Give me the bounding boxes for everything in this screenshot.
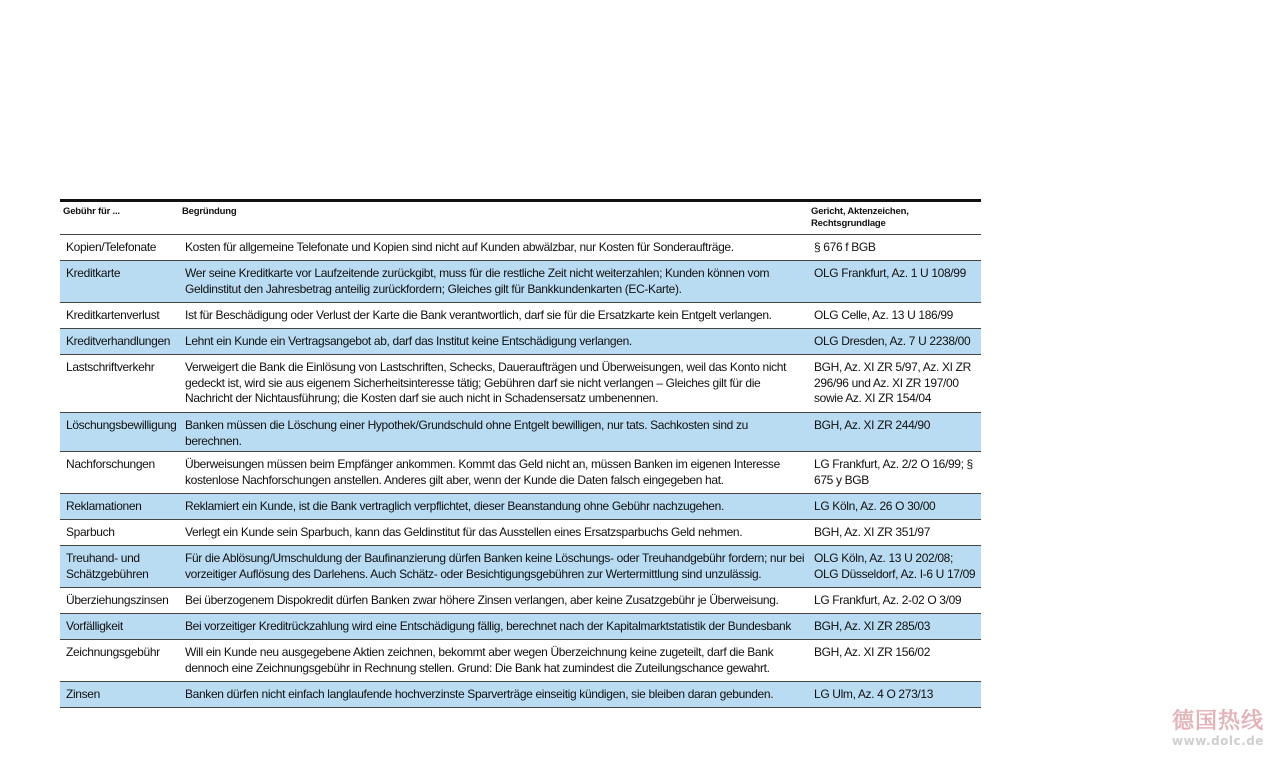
reason-cell: Verweigert die Bank die Einlösung von Lastschriften, Schecks, Daueraufträgen und Überweisungen, weil das Konto nicht gedeckt ist, wird sie aus eigenem Sicherheitsinteresse tätig; Gebühren darf sie nicht verlangen – Gleiches gilt für die Nachricht der Nichtausführung; die Kosten darf sie auch nicht in Schadensersatz umbenennen. bbox=[179, 355, 808, 413]
fee-cell: Lastschriftverkehr bbox=[60, 355, 179, 413]
fee-cell: Vorfälligkeit bbox=[60, 614, 179, 640]
reason-cell: Lehnt ein Kunde ein Vertragsangebot ab, darf das Institut keine Entschädigung verlangen. bbox=[179, 329, 808, 355]
table-header-row bbox=[60, 202, 981, 235]
court-cell: BGH, Az. XI ZR 5/97, Az. XI ZR 296/96 und Az. XI ZR 197/00 sowie Az. XI ZR 154/04 bbox=[808, 355, 981, 413]
fee-cell: Zinsen bbox=[60, 682, 179, 708]
reason-cell: Kosten für allgemeine Telefonate und Kopien sind nicht auf Kunden abwälzbar, nur Kosten für Sonderaufträge. bbox=[179, 235, 808, 261]
court-cell: BGH, Az. XI ZR 285/03 bbox=[808, 614, 981, 640]
fee-table bbox=[60, 202, 981, 708]
reason-cell: Wer seine Kreditkarte vor Laufzeitende zurückgibt, muss für die restliche Zeit nicht weiterzahlen; Kunden können vom Geldinstitut den Jahresbetrag anteilig zurückfordern; Gleiches gilt für Bankkundenkarten (EC-Karte). bbox=[179, 261, 808, 303]
watermark-logo-text: 德国热线 bbox=[1171, 708, 1264, 734]
header-fee: Gebühr für ... bbox=[60, 202, 179, 235]
table-row bbox=[60, 452, 981, 494]
fee-cell: Kreditkartenverlust bbox=[60, 303, 179, 329]
reason-cell: Banken müssen die Löschung einer Hypothek/Grundschuld ohne Entgelt bewilligen, nur tats. Sachkosten sind zu berechnen. bbox=[179, 413, 808, 452]
court-cell: LG Köln, Az. 26 O 30/00 bbox=[808, 494, 981, 520]
fee-cell: Nachforschungen bbox=[60, 452, 179, 494]
court-cell: LG Frankfurt, Az. 2-02 O 3/09 bbox=[808, 588, 981, 614]
court-cell: OLG Frankfurt, Az. 1 U 108/99 bbox=[808, 261, 981, 303]
table-row bbox=[60, 355, 981, 413]
court-cell: BGH, Az. XI ZR 351/97 bbox=[808, 520, 981, 546]
fee-cell: Sparbuch bbox=[60, 520, 179, 546]
court-cell: OLG Köln, Az. 13 U 202/08; OLG Düsseldorf, Az. I-6 U 17/09 bbox=[808, 546, 981, 588]
watermark-url: www.dolc.de bbox=[1172, 734, 1264, 748]
court-cell: BGH, Az. XI ZR 156/02 bbox=[808, 640, 981, 682]
reason-cell: Überweisungen müssen beim Empfänger ankommen. Kommt das Geld nicht an, müssen Banken im eigenen Interesse kostenlose Nachforschungen anstellen. Anderes gilt aber, wenn der Kunde die Daten falsch eingegeben hat. bbox=[179, 452, 808, 494]
table-row bbox=[60, 329, 981, 355]
court-cell: OLG Dresden, Az. 7 U 2238/00 bbox=[808, 329, 981, 355]
table-row bbox=[60, 413, 981, 452]
table-row bbox=[60, 546, 981, 588]
watermark bbox=[1162, 708, 1274, 748]
table-row bbox=[60, 520, 981, 546]
fee-cell: Reklamationen bbox=[60, 494, 179, 520]
fee-cell: Löschungsbewilligung bbox=[60, 413, 179, 452]
header-reason: Begründung bbox=[179, 202, 808, 235]
table-row bbox=[60, 614, 981, 640]
table-row bbox=[60, 494, 981, 520]
reason-cell: Will ein Kunde neu ausgegebene Aktien zeichnen, bekommt aber wegen Überzeichnung keine zugeteilt, darf die Bank dennoch eine Zeichnungsgebühr in Rechnung stellen. Grund: Die Bank hat zumindest die Zuteilungschance gewahrt. bbox=[179, 640, 808, 682]
table-row bbox=[60, 640, 981, 682]
fee-cell: Kreditkarte bbox=[60, 261, 179, 303]
table-body bbox=[60, 235, 981, 708]
fee-cell: Treuhand- und Schätzgebühren bbox=[60, 546, 179, 588]
reason-cell: Für die Ablösung/Umschuldung der Baufinanzierung dürfen Banken keine Löschungs- oder Treuhandgebühr fordern; nur bei vorzeitiger Auflösung des Darlehens. Auch Schätz- oder Besichtigungsgebühren zur Wertermittlung sind unzulässig. bbox=[179, 546, 808, 588]
table-row bbox=[60, 303, 981, 329]
reason-cell: Ist für Beschädigung oder Verlust der Karte die Bank verantwortlich, darf sie für die Ersatzkarte kein Entgelt verlangen. bbox=[179, 303, 808, 329]
table-row bbox=[60, 588, 981, 614]
table-row bbox=[60, 235, 981, 261]
header-court: Gericht, Aktenzeichen, Rechtsgrundlage bbox=[808, 202, 981, 235]
table-row bbox=[60, 261, 981, 303]
court-cell: § 676 f BGB bbox=[808, 235, 981, 261]
reason-cell: Reklamiert ein Kunde, ist die Bank vertraglich verpflichtet, dieser Beanstandung ohne Gebühr nachzugehen. bbox=[179, 494, 808, 520]
court-cell: BGH, Az. XI ZR 244/90 bbox=[808, 413, 981, 452]
reason-cell: Bei vorzeitiger Kreditrückzahlung wird eine Entschädigung fällig, berechnet nach der Kapitalmarktstatistik der Bundesbank bbox=[179, 614, 808, 640]
reason-cell: Verlegt ein Kunde sein Sparbuch, kann das Geldinstitut für das Ausstellen eines Ersatzsparbuchs Geld nehmen. bbox=[179, 520, 808, 546]
court-cell: OLG Celle, Az. 13 U 186/99 bbox=[808, 303, 981, 329]
fee-table-container bbox=[60, 199, 981, 708]
fee-cell: Kopien/Telefonate bbox=[60, 235, 179, 261]
fee-cell: Zeichnungsgebühr bbox=[60, 640, 179, 682]
fee-cell: Überziehungszinsen bbox=[60, 588, 179, 614]
table-row bbox=[60, 682, 981, 708]
court-cell: LG Ulm, Az. 4 O 273/13 bbox=[808, 682, 981, 708]
reason-cell: Banken dürfen nicht einfach langlaufende hochverzinste Sparverträge einseitig kündigen, sie bleiben daran gebunden. bbox=[179, 682, 808, 708]
fee-cell: Kreditverhandlungen bbox=[60, 329, 179, 355]
court-cell: LG Frankfurt, Az. 2/2 O 16/99; § 675 y BGB bbox=[808, 452, 981, 494]
reason-cell: Bei überzogenem Dispokredit dürfen Banken zwar höhere Zinsen verlangen, aber keine Zusatzgebühr je Überweisung. bbox=[179, 588, 808, 614]
